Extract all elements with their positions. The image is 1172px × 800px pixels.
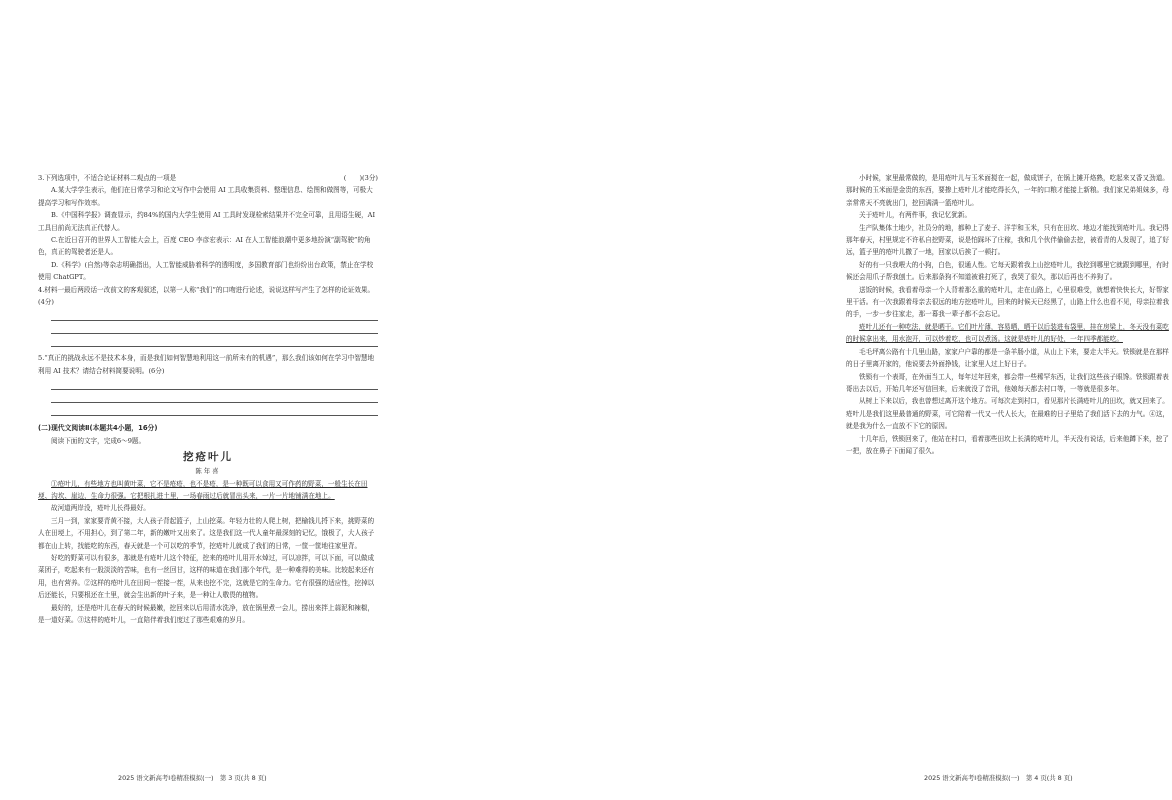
answer-line[interactable]: [51, 377, 378, 390]
option-a[interactable]: A.某大学学生表示，他们在日常学习和论文写作中会使用 AI 工具收集资料、整理信息、绘图和做图等，可极大提高学习和写作效率。: [38, 186, 373, 207]
article-paragraph: 从树上下来以后，我也曾想过离开这个地方。可每次走到村口，看见那片长满疮叶儿的田坎，就又回来了。疮叶儿是我们这里最普通的野菜，可它陪着一代又一代人长大，在最难的日子里给了我们活下去的力气。④这，就是我为什么一直放不下它的原因。: [846, 397, 1170, 431]
article-paragraph: 疮叶儿还有一种吃法，就是晒干。它们叶片薄，容易晒，晒干以后装进布袋里，挂在房梁上，冬天没有菜吃的时候拿出来，用水泡开，可以炒着吃，也可以煮汤。这就是疮叶儿的好处，一年四季都能吃。: [846, 322, 1169, 344]
section-heading: (二)现代文阅读Ⅱ(本题共4小题，16分): [38, 424, 158, 433]
article-paragraph: 毛毛坪离公路有十几里山路，家家户户靠的都是一条羊肠小道，从山上下来，要走大半天。铁锁就是在那样的日子里离开家的，他说要去外面挣钱，让家里人过上好日子。: [846, 347, 1169, 369]
question-3-stem: 3.下列选项中，不适合论证材料二观点的一项是: [38, 174, 177, 182]
page-footer: 2025 语文新高考Ⅰ卷精准模拟(一) 第 3 页(共 8 页): [118, 774, 267, 782]
option-c[interactable]: C.在近日召开的世界人工智能大会上，百度 CEO 李彦宏表示：AI 在人工智能浪潮中更多地扮演“副驾驶”的角色，真正的驾驶者还是人。: [38, 236, 371, 257]
article-paragraph: ①疮叶儿，有些地方也叫黄叶菜，它不是疮疮，也不是疮，是一种既可以食用又可作药的野菜，一般生长在田埂、沟坎、崖边，生命力很强。它把根扎进土里，一场春雨过后就冒出头来，一片一片地铺满在地上。: [38, 479, 368, 500]
answer-line[interactable]: [51, 308, 378, 321]
article-paragraph: 故河道两岸没，疮叶儿长得最好。: [51, 504, 150, 513]
section-instruction: 阅读下面的文字，完成6～9题。: [51, 436, 146, 445]
option-d[interactable]: D.《科学》(自然)等杂志明确指出，人工智能威胁着科学的透明度，多国教育部门也纷纷出台政策，禁止在学校使用 ChatGPT。: [38, 260, 374, 282]
answer-line[interactable]: [51, 321, 378, 334]
answer-line[interactable]: [51, 390, 378, 403]
article-paragraph: 十几年后，铁锁回来了，他站在村口，看着那些田坎上长满的疮叶儿，半天没有说话，后来他蹲下来，挖了一把，放在鼻子下面闻了很久。: [846, 434, 1169, 455]
article-title: 挖疮叶儿: [183, 451, 233, 464]
article-paragraph: 关于疮叶儿，有两件事，我记忆犹新。: [859, 211, 972, 220]
article-author: 陈年喜: [195, 467, 221, 476]
question-3-score: ( )(3分): [343, 174, 378, 182]
article-paragraph: 好的有一只我喂大的小狗，白色，很通人性。它每天跟着我上山挖疮叶儿，我挖到哪里它就跟到哪里，有时候还会用爪子帮我刨土。后来那条狗不知道被谁打死了，我哭了很久，那以后再也不养狗了。: [846, 260, 1169, 282]
article-paragraph: 最好的，还是疮叶儿在春天的时候最嫩，挖回来以后用清水洗净，放在锅里煮一会儿，捞出来拌上蒜泥和辣椒，是一道好菜。③这样的疮叶儿，一直陪伴着我们度过了那些艰难的岁月。: [38, 603, 375, 624]
answer-line[interactable]: [51, 403, 378, 416]
article-paragraph: 铁锁有一个表哥，在外面当工人，每年过年回来，都会带一些稀罕东西，让我们这些孩子眼馋。铁锁跟着表哥出去以后，开始几年还写信回来，后来就没了音讯，他娘每天都去村口等，一等就是很多年。: [846, 372, 1169, 393]
article-paragraph: 送饭的时候，我看着母亲一个人背着那么重的疮叶儿，走在山路上，心里很难受，就想着快快长大，好帮家里干活。有一次我跟着母亲去很远的地方挖疮叶儿，回来的时候天已经黑了，山路上什么也看不见，母亲拉着我的手，一步一步往家走，那一幕我一辈子都不会忘记。: [846, 285, 1170, 319]
answer-line[interactable]: [51, 334, 378, 347]
question-3: [38, 172, 378, 284]
article-paragraph: 好吃的野菜可以有很多，那就是有疮叶儿这个特征，挖来的疮叶儿用开水焯过，可以凉拌，可以下面，可以做成菜团子，吃起来有一股淡淡的苦味，也有一丝回甘，这样的味道在我们那个年代，是一种难得的美味。比较起来还有用，也有营养。②这样的疮叶儿在田间一茬接一茬，从来也挖不完，这就是它的生命力。它有很强的适应性，挖掉以后还能长，只要根还在土里，就会生出新的叶子来，是一种让人敬畏的植物。: [38, 553, 375, 600]
page-4: [400, 0, 1170, 800]
question-5: 5.“真正的挑战永远不是技术本身，而是我们如何智慧地利用这一前所未有的机遇”，那么我们该如何在学习中智慧地利用 AI 技术？请结合材料简要说明。(6分): [38, 354, 375, 375]
question-4: 4.材料一最后两段话一改前文的客观叙述，以第一人称“我们”的口吻进行论述，说说这样写产生了怎样的论证效果。(4分): [38, 285, 375, 307]
page-3: [0, 0, 400, 800]
option-b[interactable]: B.《中国科学报》调查显示，约84%的国内大学生使用 AI 工具时发现检索结果并不完全可靠，且用语生硬，AI 工具目前尚无法真正代替人。: [38, 211, 376, 232]
article-paragraph: 生产队集体土地少，社员分的地，都种上了麦子、洋芋和玉米，只有在田坎、地边才能找到疮叶儿。我记得那年春天，村里规定不许私自挖野菜，说是怕踩坏了庄稼，我和几个伙伴偷偷去挖，被看青的人发现了，追了好远，篮子里的疮叶儿撒了一地，回家以后挨了一顿打。: [846, 223, 1170, 257]
page-4-column: [846, 172, 1172, 457]
article-paragraph: 三月一到，家家要青黄不接，大人孩子背起篮子，上山挖菜。年轻力壮的人爬上树，把榆钱儿捋下来，挑野菜的人在田埂上，不用担心，到了第二年，新的嫩叶又出来了。这是我们这一代人童年最深刻的记忆，饿极了，大人孩子都在山上转，找能吃的东西，春天就是一个可以吃的季节，挖疮叶儿就成了我们的日常，一筐一筐地往家里背。: [38, 516, 375, 550]
page-3-column: [38, 172, 378, 626]
page-footer: 2025 语文新高考Ⅰ卷精准模拟(一) 第 4 页(共 8 页): [924, 774, 1073, 782]
article-paragraph: 小时候，家里最常做的，是用疮叶儿与玉米面搅在一起，做成饼子，在锅上摊开烙熟，吃起来又香又劲道。那时候的玉米面是金贵的东西，要掺上疮叶儿才能吃得长久，一年的口粮才能接上新粮。我们家兄弟姐妹多，母亲常常天不亮就出门，挖回满满一篮疮叶儿。: [846, 174, 1170, 207]
